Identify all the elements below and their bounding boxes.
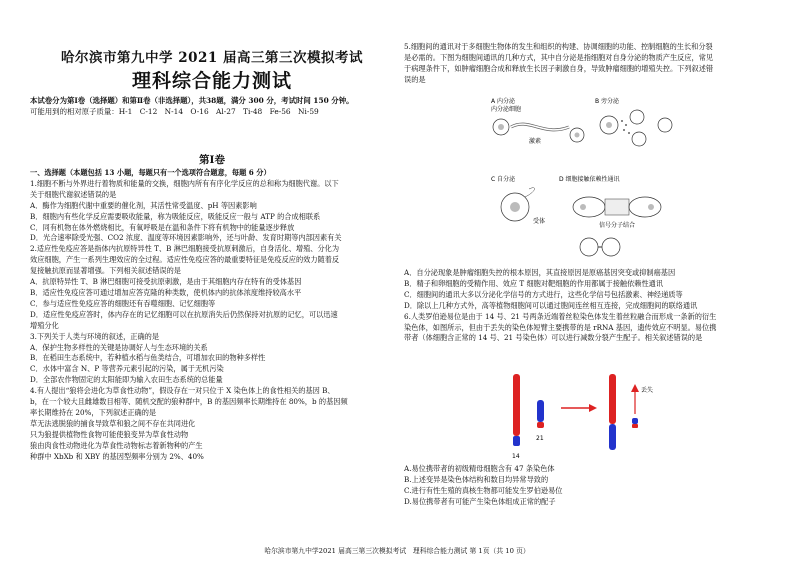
- text-line: 染色体，如图所示，但由于丢失的染色体短臂主要携带的是 rRNA 基因，遗传效应不明显。易位携: [404, 322, 717, 332]
- text-line: 只为狼提供植物性食物可能使狼变异为草食性动物: [30, 429, 189, 439]
- text-line: 效应细胞，产生一系列生理效应的全过程。适应性免疫应答的最重要特征是免疫反应的效力随着反: [30, 255, 340, 265]
- text-line: B.上述变异是染色体结构和数目均异常导致的: [404, 474, 549, 484]
- text-line: 率长期维持在 20%，下列叙述正确的是: [30, 407, 157, 417]
- text-line: 1.细胞不断与外界进行着物质和能量的交换，细胞内所有有序化学反应的总和称为细胞代谢。以下: [30, 178, 339, 188]
- panel-endocrine: [491, 97, 584, 145]
- fusion-arrow: [561, 404, 597, 412]
- cell-communication-figure: [489, 95, 679, 265]
- text-line: 增殖分化: [30, 320, 59, 330]
- label-autocrine: C 自分泌: [491, 176, 516, 183]
- label-lost: 丢失: [641, 387, 654, 394]
- text-line: C．同有机物在体外燃烧相比，有氧呼吸是在温和条件下将有机物中的能量逐步释放: [30, 222, 295, 232]
- text-line: 狼由肉食性动物进化为草食性动物标志着新物种的产生: [30, 440, 203, 450]
- q5-stem: [404, 42, 778, 86]
- label-receptor: 受体: [533, 218, 546, 225]
- info-line-2: 可能用到的相对原子质量：H-1 C-12 N-14 O-16 Al-27 Ti-48 Fe-56 Ni-59: [30, 107, 319, 116]
- text-line: 6.人类罗伯逊易位是由于 14 号、21 号两条近端着丝粒染色体发生着丝粒融合而形成一条新的衍生: [404, 311, 717, 321]
- text-line: D.易位携带者有可能产生染色体组成正常的配子: [404, 496, 556, 506]
- exam-title: 理科综合能力测试: [131, 70, 292, 92]
- text-line: 于病理条件下，如肿瘤细胞合成和释放生长因子刺激自身，导致肿瘤细胞的增殖失控。下列叙述错: [404, 63, 714, 73]
- text-line: 是必需的。下图为细胞间通讯的几种方式，其中自分泌是指细胞对自身分泌的物质产生反应，常见: [404, 52, 714, 62]
- text-line: D．全部农作物固定的太阳能即为输入农田生态系统的总能量: [30, 375, 223, 385]
- label-chromosome-21: 21: [536, 435, 544, 442]
- text-line: A.易位携带者的初级精母细胞含有 47 条染色体: [404, 464, 555, 473]
- label-hormone: 激素: [529, 138, 542, 145]
- text-line: 一、选择题（本题包括 13 小题，每题只有一个选项符合题意，每题 6 分）: [30, 168, 271, 177]
- panel-autocrine: [491, 175, 545, 225]
- chromosome-21: [536, 400, 544, 442]
- text-line: C．细胞间的通讯大多以分泌化学信号的方式进行，这些化学信号包括激素、神经递质等: [404, 289, 683, 299]
- text-line: 5.细胞间的通讯对于多细胞生物体的发生和组织的构建、协调细胞的功能、控制细胞的生长和分裂: [404, 42, 713, 51]
- label-contact: D 细胞接触依赖性通讯: [559, 176, 620, 183]
- school-title: 哈尔滨市第九中学 2021 届高三第三次模拟考试: [61, 50, 363, 66]
- text-line: D．光合速率除受光强、CO2 浓度、温度等环境因素影响外，还与叶龄、发育时期等内部因素有关: [30, 233, 342, 243]
- q6-options: [404, 464, 778, 508]
- text-line: 带者（体细胞含正常的 14 号、21 号染色体）可以进行减数分裂产生配子。相关叙述错误的是: [404, 333, 703, 343]
- panel-contact: [559, 175, 661, 256]
- text-line: C．参与适应性免疫应答的细胞还有吞噬细胞、记忆细胞等: [30, 298, 216, 308]
- text-line: 草无法逃脱狼的捕食导致草和狼之间不存在共同进化: [30, 418, 196, 428]
- label-paracrine: B 旁分泌: [595, 98, 620, 105]
- text-line: 3.下列关于人类与环境的叙述，正确的是: [30, 331, 160, 341]
- text-line: D．除以上几种方式外，高等植物细胞间可以通过胞间连丝相互连接，完成细胞间的联络通讯: [404, 300, 698, 310]
- page-footer: 哈尔滨市第九中学2021 届高三第三次模拟考试 理科综合能力测试 第 1页（共 10 页）: [264, 547, 530, 555]
- text-line: 4.有人提出“狼将会进化为草食性动物”，假设存在一对只位于 X 染色体上的食性相关的基因 B、: [30, 386, 335, 396]
- text-line: 关于细胞代谢叙述错误的是: [30, 189, 117, 199]
- text-line: C．水体中富含 N、P 等营养元素引起的污染，属于无机污染: [30, 364, 224, 374]
- text-line: A．保护生物多样性的关键是协调好人与生态环境的关系: [30, 342, 208, 352]
- text-line: C.进行有性生殖的真核生物都可能发生罗伯逊易位: [404, 485, 563, 495]
- exam-info: [30, 95, 394, 117]
- panel-paracrine: [595, 97, 672, 146]
- text-line: B．适应性免疫应答可通过增加应答克隆的种类数，使机体内的抗体浓度维持较高水平: [30, 287, 302, 297]
- text-line: b，在一个较大且雌雄数目相等、随机交配的狼种群中，B 的基因频率长期维持在 80%，b 的基因频: [30, 397, 348, 407]
- chromosome-14: [512, 374, 520, 460]
- left-question-text: [30, 168, 394, 462]
- derivative-chromosome: [609, 374, 616, 450]
- text-line: 种群中 XbXb 和 XBY 的基因型频率分别为 2%、40%: [30, 451, 204, 461]
- lost-fragment: [631, 384, 653, 428]
- info-line-1: 本试卷分为第Ⅰ卷（选择题）和第Ⅱ卷（非选择题），共38题，满分 300 分，考试时间 150 分钟。: [30, 96, 354, 105]
- label-endocrine-cell: 内分泌细胞: [491, 106, 522, 113]
- section-title: 第Ⅰ卷: [199, 154, 225, 166]
- text-line: A．自分泌现象是肿瘤细胞失控的根本原因，其直接原因是原癌基因突变或抑制癌基因: [404, 268, 676, 277]
- text-line: A．酶作为细胞代谢中重要的催化剂，其活性常受温度、pH 等因素影响: [30, 200, 257, 210]
- text-line: D．适应性免疫应答时，体内存在的记忆细胞可以在抗原消失后仍然保持对抗原的记忆，可以迅速: [30, 309, 338, 319]
- text-line: 误的是: [404, 74, 426, 84]
- label-chromosome-14: 14: [512, 453, 520, 460]
- robertsonian-translocation-figure: [489, 366, 699, 462]
- label-signal: 信号分子结合: [599, 222, 636, 229]
- text-line: B．在稻田生态系统中，若种植水稻与鱼类结合，可增加农田的物种多样性: [30, 353, 266, 363]
- q5-options-and-q6-stem: [404, 268, 778, 344]
- text-line: A．抗原特异性 T、B 淋巴细胞可接受抗原刺激，是由于其细胞内存在特有的受体基因: [30, 277, 302, 287]
- text-line: 复接触抗原而显著增强。下列相关叙述错误的是: [30, 266, 181, 276]
- text-line: B．精子和卵细胞的受精作用、效应 T 细胞对靶细胞的作用都属于接触依赖性通讯: [404, 278, 664, 288]
- label-endocrine: A 内分泌: [491, 98, 516, 105]
- text-line: B．细胞内有些化学反应需要吸收能量，称为吸能反应，吸能反应一般与 ATP 的合成相联系: [30, 211, 321, 221]
- text-line: 2.适应性免疫应答是指体内抗原特异性 T、B 淋巴细胞接受抗原刺激后，自身活化、增殖、分化为: [30, 244, 340, 254]
